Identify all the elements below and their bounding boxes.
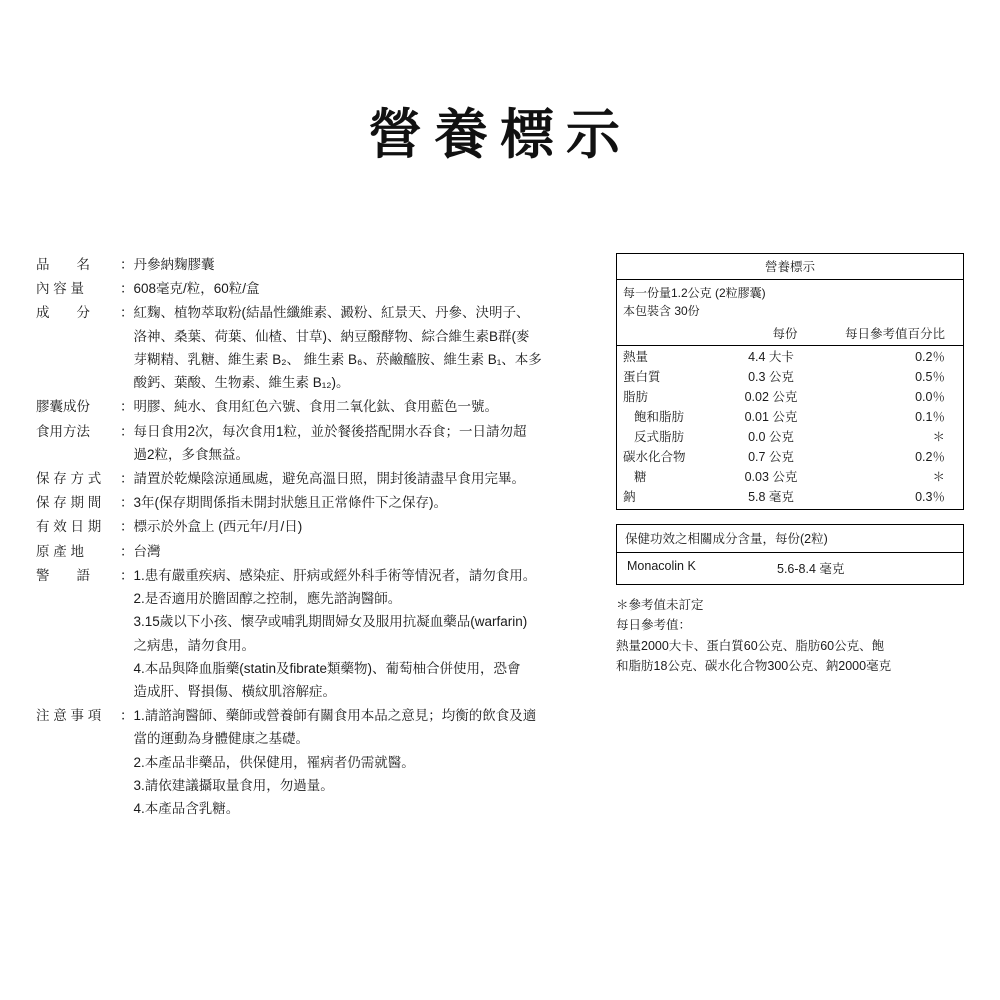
info-value: [134, 540, 612, 563]
nutrient-name: 熱量: [623, 350, 649, 364]
product-info-block: [36, 253, 611, 821]
info-label: 警 語: [36, 567, 90, 583]
info-value: [134, 467, 612, 490]
info-row-shelf-life: [36, 491, 611, 514]
info-row-expiry: [36, 515, 611, 538]
table-row: [617, 466, 963, 486]
info-label: 品 名: [36, 257, 90, 272]
nutrient-amount: 5.8 毫克: [748, 490, 794, 504]
table-row: [617, 426, 963, 446]
info-label: 注 意 事 項: [36, 708, 102, 724]
colon: ：: [120, 281, 134, 297]
colon: ：: [120, 543, 134, 559]
column-header-per-serving: 每份: [772, 327, 798, 341]
column-header-daily-value: 每日參考值百分比: [844, 327, 945, 341]
table-row: [617, 386, 963, 406]
nutrient-amount: 0.02 公克: [744, 390, 798, 404]
info-label: 成 分: [36, 305, 90, 321]
info-value: [134, 704, 612, 820]
info-row-ingredients: [36, 301, 611, 394]
nutrition-panel: [616, 253, 964, 676]
info-label: 食用方法: [36, 423, 90, 439]
info-row-product-name: [36, 253, 611, 276]
table-row: [617, 406, 963, 426]
table-row: [617, 366, 963, 386]
serving-size: 每一份量1.2公克 (2粒膠囊): [623, 286, 766, 300]
nutrient-amount: 0.03 公克: [744, 470, 798, 484]
colon: ：: [120, 305, 134, 321]
info-value: [134, 395, 612, 418]
info-value: [134, 515, 612, 538]
info-line: 之病患，請勿食用。: [133, 637, 255, 653]
info-line: 酸鈣、葉酸、生物素、維生素 B₁₂)。: [133, 375, 350, 391]
table-row: [617, 446, 963, 466]
info-line: 明膠、純水、食用紅色六號、食用二氧化鈦、食用藍色一號。: [133, 399, 498, 415]
nutrient-name: 蛋白質: [623, 370, 661, 384]
info-line: 洛神、桑葉、荷葉、仙楂、甘草)、納豆醱酵物、綜合維生素B群(麥: [133, 328, 530, 344]
colon: ：: [120, 257, 134, 272]
info-label: 保 存 期 間: [36, 495, 102, 511]
info-value: [134, 420, 612, 466]
colon: ：: [120, 567, 134, 583]
info-line: 台灣: [133, 543, 161, 559]
nutrition-facts-table: [616, 253, 964, 510]
nutrition-table-heading: 營養標示: [617, 254, 963, 280]
nutrient-amount: 0.7 公克: [748, 450, 794, 464]
nutrient-dv: ＊: [932, 470, 945, 484]
info-line: 4.本品與降血脂藥(statin及fibrate類藥物)、葡萄柚合併使用，恐會: [133, 660, 521, 676]
nutrient-dv: ＊: [932, 430, 945, 444]
info-line: 造成肝、腎損傷、橫紋肌溶解症。: [133, 683, 336, 699]
info-row-capsule-ingredients: [36, 395, 611, 418]
info-row-origin: [36, 540, 611, 563]
nutrient-amount: 0.01 公克: [744, 410, 798, 424]
info-line: 芽糊精、乳糖、維生素 B₂、 維生素 B₆、菸鹼醯胺、維生素 B₁、本多: [133, 351, 542, 367]
colon: ：: [120, 519, 134, 535]
nutrient-name: 脂肪: [623, 390, 649, 404]
info-line: 標示於外盒上 (西元年/月/日): [133, 519, 303, 535]
colon: ：: [120, 399, 134, 415]
info-value: [134, 491, 612, 514]
nutrient-name: 碳水化合物: [623, 450, 686, 464]
functional-ingredient-table: [616, 524, 964, 585]
nutrient-name: 飽和脂肪: [634, 410, 685, 424]
info-row-warnings: [36, 564, 611, 703]
functional-ingredient-amount: 5.6-8.4 毫克: [777, 562, 845, 576]
functional-ingredient-name: Monacolin K: [627, 559, 696, 573]
colon: ：: [120, 495, 134, 511]
colon: ：: [120, 708, 134, 724]
footnote-daily-label: 每日參考值：: [616, 618, 692, 633]
info-line: 3年(保存期間係指未開封狀態且正常條件下之保存)。: [133, 495, 447, 511]
info-value: [134, 277, 612, 300]
info-line: 過2粒，多食無益。: [133, 446, 250, 462]
info-line: 1.患有嚴重疾病、感染症、肝病或經外科手術等情況者，請勿食用。: [133, 567, 537, 583]
footnote-asterisk: ＊參考值未訂定: [616, 598, 704, 612]
nutrient-dv: 0.1％: [915, 410, 945, 424]
nutrient-dv: 0.3％: [915, 490, 945, 504]
info-line: 1.請諮詢醫師、藥師或營養師有關食用本品之意見；均衡的飲食及適: [133, 708, 537, 724]
info-label: 膠囊成份: [36, 399, 90, 415]
nutrient-name: 糖: [634, 470, 647, 484]
info-row-notes: [36, 704, 611, 820]
servings-per-pack: 本包裝含 30份: [623, 304, 700, 318]
functional-table-heading: 保健功效之相關成分含量，每份(2粒): [617, 525, 963, 553]
nutrient-name: 鈉: [623, 490, 636, 504]
info-row-net-content: [36, 277, 611, 300]
info-label: 原 產 地: [36, 543, 85, 559]
nutrient-amount: 4.4 大卡: [748, 350, 794, 364]
info-row-usage: [36, 420, 611, 466]
info-line: 2.是否適用於膽固醇之控制，應先諮詢醫師。: [133, 591, 402, 607]
nutrient-dv: 0.5％: [915, 370, 945, 384]
nutrient-amount: 0.0 公克: [748, 430, 794, 444]
info-line: 2.本產品非藥品，供保健用，罹病者仍需就醫。: [133, 754, 415, 770]
table-row: [617, 346, 963, 366]
table-row: [617, 486, 963, 509]
info-label: 有 效 日 期: [36, 519, 102, 535]
nutrient-dv: 0.2％: [915, 350, 945, 364]
footnote-daily-line-2: 和脂肪18公克、碳水化合物300公克、鈉2000毫克: [616, 658, 892, 673]
nutrition-column-headers: [617, 322, 963, 346]
info-line: 3.15歲以下小孩、懷孕或哺乳期間婦女及服用抗凝血藥品(warfarin): [133, 614, 528, 630]
colon: ：: [120, 423, 134, 439]
info-line: 3.請依建議攝取量食用，勿過量。: [133, 777, 334, 793]
info-value: [134, 564, 612, 703]
info-label: 內 容 量: [36, 281, 85, 297]
table-row: [617, 553, 963, 584]
page-title: 營養標示: [368, 102, 632, 166]
info-line: 每日食用2次，每次食用1粒，並於餐後搭配開水吞食；一日請勿超: [133, 423, 527, 439]
info-line: 當的運動為身體健康之基礎。: [133, 731, 309, 747]
nutrient-dv: 0.2％: [915, 450, 945, 464]
info-row-storage: [36, 467, 611, 490]
info-label: 保 存 方 式: [36, 470, 102, 486]
nutrient-amount: 0.3 公克: [748, 370, 794, 384]
info-line: 4.本產品含乳糖。: [133, 801, 240, 817]
info-value: [134, 253, 612, 276]
info-line: 丹參納麴膠囊: [133, 257, 215, 272]
info-line: 紅麴、植物萃取粉(結晶性纖維素、澱粉、紅景天、丹參、決明子、: [133, 305, 530, 321]
nutrient-dv: 0.0％: [915, 390, 945, 404]
nutrient-name: 反式脂肪: [634, 430, 685, 444]
footnote-daily-line-1: 熱量2000大卡、蛋白質60公克、脂肪60公克、飽: [616, 638, 885, 653]
info-value: [134, 301, 612, 394]
info-line: 請置於乾燥陰涼通風處，避免高溫日照，開封後請盡早食用完畢。: [133, 470, 525, 486]
serving-info: [617, 280, 963, 322]
info-line: 608毫克/粒，60粒/盒: [133, 281, 260, 297]
colon: ：: [120, 470, 134, 486]
footnotes: [616, 595, 964, 676]
